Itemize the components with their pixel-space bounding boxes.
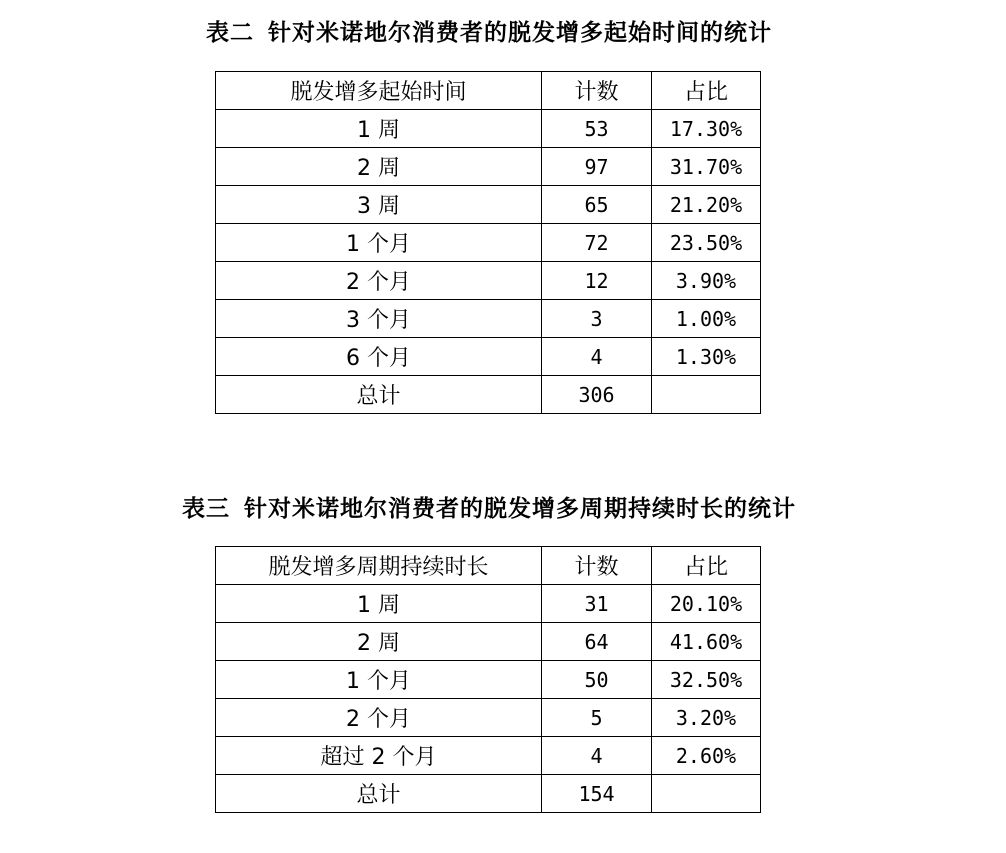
percent-cell: 20.10% xyxy=(652,585,761,623)
total-label-cell: 总计 xyxy=(216,376,542,414)
percent-cell: 41.60% xyxy=(652,623,761,661)
table-row xyxy=(216,148,761,186)
percent-cell: 3.90% xyxy=(652,262,761,300)
period-cell: 1 个月 xyxy=(216,661,542,699)
column-header-percent: 占比 xyxy=(652,72,761,110)
count-cell: 4 xyxy=(542,737,652,775)
period-cell: 2 周 xyxy=(216,148,542,186)
table3-title xyxy=(0,490,992,523)
count-cell: 64 xyxy=(542,623,652,661)
table-row xyxy=(216,300,761,338)
percent-cell: 23.50% xyxy=(652,224,761,262)
percent-cell: 2.60% xyxy=(652,737,761,775)
total-label-cell: 总计 xyxy=(216,775,542,813)
period-cell: 超过 2 个月 xyxy=(216,737,542,775)
percent-cell: 3.20% xyxy=(652,699,761,737)
table3-title-label: 表三 xyxy=(182,496,230,522)
count-cell: 53 xyxy=(542,110,652,148)
period-cell: 3 周 xyxy=(216,186,542,224)
column-header-percent: 占比 xyxy=(652,547,761,585)
table2-onset-time xyxy=(215,71,761,414)
table-row xyxy=(216,623,761,661)
count-cell: 65 xyxy=(542,186,652,224)
table-row xyxy=(216,338,761,376)
table-row xyxy=(216,699,761,737)
total-count-cell: 306 xyxy=(542,376,652,414)
percent-cell: 31.70% xyxy=(652,148,761,186)
count-cell: 5 xyxy=(542,699,652,737)
table-row xyxy=(216,262,761,300)
count-cell: 12 xyxy=(542,262,652,300)
percent-cell: 1.30% xyxy=(652,338,761,376)
table-row xyxy=(216,186,761,224)
table-row xyxy=(216,110,761,148)
column-header-period: 脱发增多周期持续时长 xyxy=(216,547,542,585)
total-row xyxy=(216,775,761,813)
table3-duration xyxy=(215,546,761,813)
period-cell: 3 个月 xyxy=(216,300,542,338)
table-header-row xyxy=(216,547,761,585)
total-row xyxy=(216,376,761,414)
column-header-count: 计数 xyxy=(542,547,652,585)
count-cell: 72 xyxy=(542,224,652,262)
table3-title-text: 针对米诺地尔消费者的脱发增多周期持续时长的统计 xyxy=(244,496,796,522)
table-row xyxy=(216,737,761,775)
table-header-row xyxy=(216,72,761,110)
period-cell: 1 周 xyxy=(216,585,542,623)
column-header-count: 计数 xyxy=(542,72,652,110)
count-cell: 3 xyxy=(542,300,652,338)
period-cell: 2 个月 xyxy=(216,262,542,300)
count-cell: 31 xyxy=(542,585,652,623)
table2-title-text: 针对米诺地尔消费者的脱发增多起始时间的统计 xyxy=(268,20,772,46)
percent-cell: 17.30% xyxy=(652,110,761,148)
total-percent-cell xyxy=(652,376,761,414)
count-cell: 4 xyxy=(542,338,652,376)
count-cell: 97 xyxy=(542,148,652,186)
period-cell: 1 个月 xyxy=(216,224,542,262)
table2-title-label: 表二 xyxy=(206,20,254,46)
count-cell: 50 xyxy=(542,661,652,699)
table-row xyxy=(216,585,761,623)
column-header-period: 脱发增多起始时间 xyxy=(216,72,542,110)
period-cell: 2 周 xyxy=(216,623,542,661)
percent-cell: 1.00% xyxy=(652,300,761,338)
percent-cell: 32.50% xyxy=(652,661,761,699)
table-row xyxy=(216,661,761,699)
total-percent-cell xyxy=(652,775,761,813)
table-row xyxy=(216,224,761,262)
percent-cell: 21.20% xyxy=(652,186,761,224)
period-cell: 6 个月 xyxy=(216,338,542,376)
period-cell: 1 周 xyxy=(216,110,542,148)
total-count-cell: 154 xyxy=(542,775,652,813)
table2-title xyxy=(0,14,992,47)
period-cell: 2 个月 xyxy=(216,699,542,737)
